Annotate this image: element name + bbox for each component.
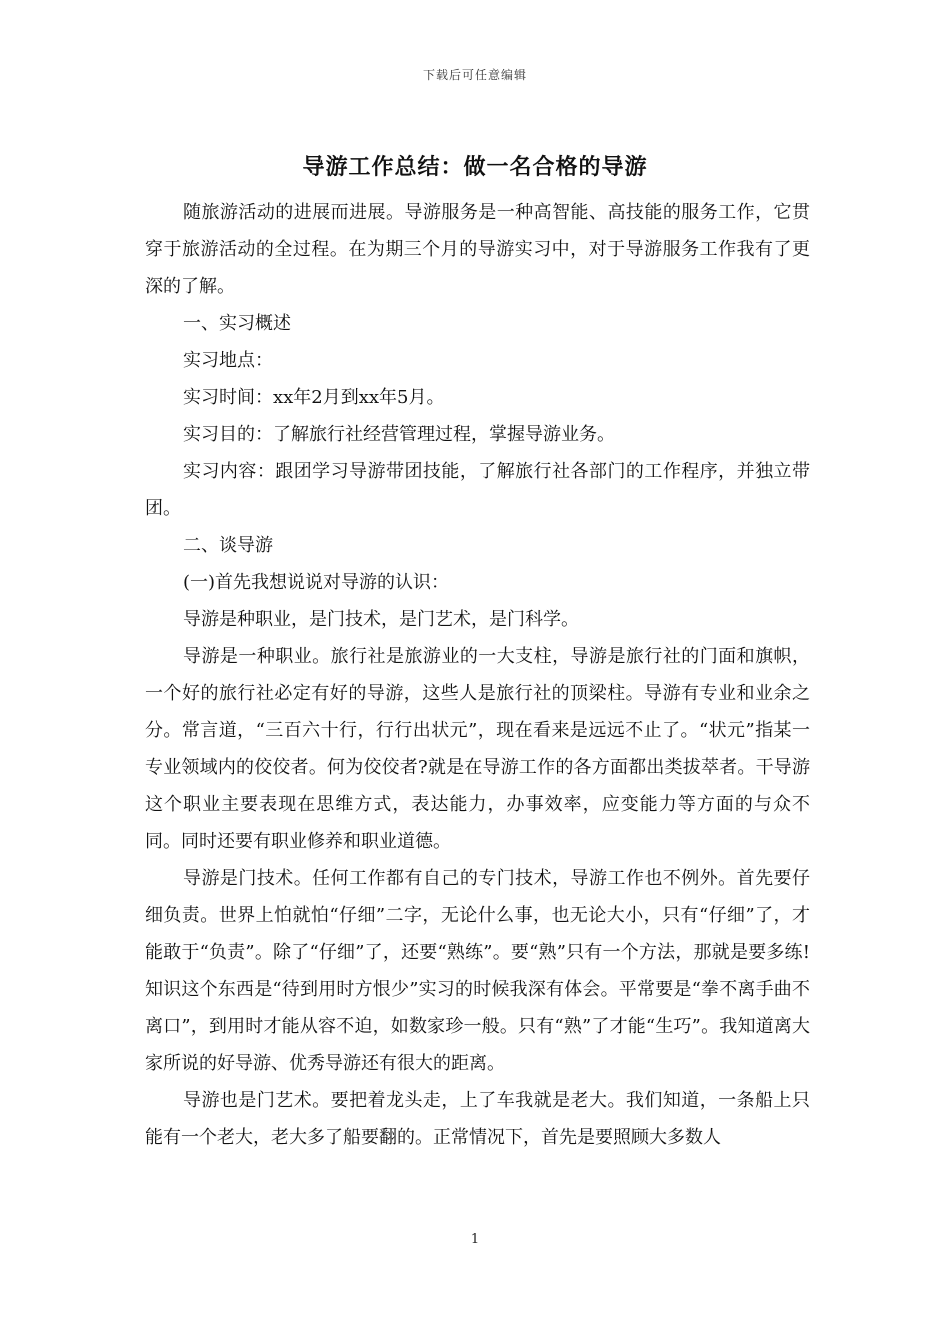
paragraph-technique: 导游是门技术。任何工作都有自己的专门技术，导游工作也不例外。首先要仔细负责。世界上怕就怕“仔细”二字，无论什么事，也无论大小，只有“仔细”了，才能敢于“负责”。除了“仔细”了，还要“熟练”。要“熟”只有一个方法，那就是要多练!知识这个东西是“待到用时方恨少”实习的时候我深有体会。平常要是“拳不离手曲不离口”，到用时才能从容不迫，如数家珍一般。只有“熟”了才能“生巧”。我知道离大家所说的好导游、优秀导游还有很大的距离。: [145, 868, 810, 1074]
paragraph-art: 导游也是门艺术。要把着龙头走，上了车我就是老大。我们知道，一条船上只能有一个老大，老大多了船要翻的。正常情况下，首先是要照顾大多数人: [145, 1090, 810, 1148]
paragraph-profession: 导游是一种职业。旅行社是旅游业的一大支柱，导游是旅行社的门面和旗帜，一个好的旅行社必定有好的导游，这些人是旅行社的顶梁柱。导游有专业和业余之分。常言道，“三百六十行，行行出状元”，现在看来是远远不止了。“状元”指某一专业领域内的佼佼者。何为佼佼者?就是在导游工作的各方面都出类拔萃者。干导游这个职业主要表现在思维方式，表达能力，办事效率，应变能力等方面的与众不同。同时还要有职业修养和职业道德。: [145, 646, 810, 852]
paragraph-time: 实习时间：xx年2月到xx年5月。: [183, 387, 445, 408]
paragraph-purpose: 实习目的：了解旅行社经营管理过程，掌握导游业务。: [183, 424, 615, 445]
header-note: 下载后可任意编辑: [422, 68, 527, 82]
paragraph-summary: 导游是种职业，是门技术，是门艺术，是门科学。: [183, 609, 579, 630]
document-body: [145, 194, 810, 1156]
paragraph-content: 实习内容：跟团学习导游带团技能，了解旅行社各部门的工作程序，并独立带团。: [145, 461, 810, 519]
paragraph-intro: 随旅游活动的进展而进展。导游服务是一种高智能、高技能的服务工作，它贯穿于旅游活动的全过程。在为期三个月的导游实习中，对于导游服务工作我有了更深的了解。: [145, 202, 810, 297]
document-title: 导游工作总结：做一名合格的导游: [302, 154, 648, 180]
paragraph-location: 实习地点：: [183, 350, 273, 371]
subsection-heading-understanding: (一)首先我想说说对导游的认识：: [183, 572, 450, 593]
page-number: 1: [470, 1232, 480, 1247]
section-heading-overview: 一、实习概述: [183, 313, 291, 334]
section-heading-guide: 二、谈导游: [183, 535, 273, 556]
